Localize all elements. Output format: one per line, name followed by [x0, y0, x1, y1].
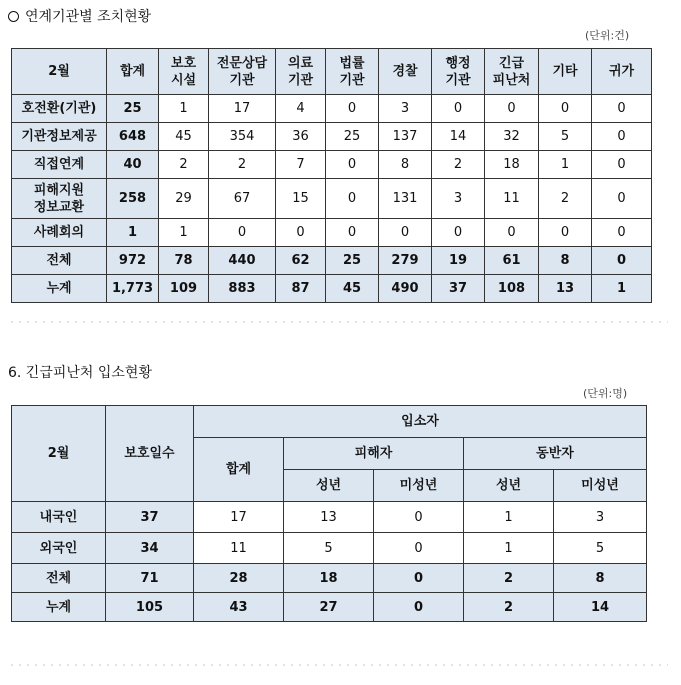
table-cell: 1	[592, 275, 652, 303]
table-cell: 0	[592, 219, 652, 247]
header-col: 의료 기관	[276, 49, 326, 95]
row-days: 71	[106, 564, 194, 593]
table-cell: 8	[539, 247, 592, 275]
dotted-divider	[8, 321, 668, 323]
table-cell: 108	[485, 275, 539, 303]
row-label: 누계	[12, 593, 106, 622]
table-cell: 37	[432, 275, 485, 303]
table-cell: 27	[284, 593, 374, 622]
summary-row	[12, 247, 652, 275]
table-row	[12, 179, 652, 219]
row-total: 1	[107, 219, 159, 247]
table-cell: 2	[209, 151, 276, 179]
row-label: 사례회의	[12, 219, 107, 247]
table-cell: 0	[374, 533, 464, 564]
table-row	[12, 219, 652, 247]
table-cell: 3	[432, 179, 485, 219]
header-month: 2월	[12, 406, 106, 502]
table-cell: 0	[326, 179, 379, 219]
header-col: 보호 시설	[159, 49, 209, 95]
table-cell: 5	[539, 123, 592, 151]
row-total: 258	[107, 179, 159, 219]
table-cell: 0	[592, 95, 652, 123]
table-cell: 45	[159, 123, 209, 151]
table-cell: 131	[379, 179, 432, 219]
table-cell: 14	[554, 593, 647, 622]
table-cell: 0	[379, 219, 432, 247]
header-col: 행정 기관	[432, 49, 485, 95]
circle-bullet-icon	[8, 11, 19, 22]
header-col: 긴급 피난처	[485, 49, 539, 95]
table-cell: 0	[374, 593, 464, 622]
table-row	[12, 533, 647, 564]
section1-unit: (단위:건)	[585, 29, 630, 42]
table-cell: 0	[326, 95, 379, 123]
table-cell: 0	[539, 219, 592, 247]
shelter-table	[11, 405, 647, 622]
table-cell: 14	[432, 123, 485, 151]
table-cell: 67	[209, 179, 276, 219]
header-col: 전문상담 기관	[209, 49, 276, 95]
table-cell: 17	[209, 95, 276, 123]
table-cell: 36	[276, 123, 326, 151]
table-cell: 0	[592, 179, 652, 219]
row-total: 648	[107, 123, 159, 151]
table-cell: 0	[276, 219, 326, 247]
section2-heading: 6. 긴급피난처 입소현황	[8, 365, 152, 381]
table-cell: 5	[284, 533, 374, 564]
table-cell: 28	[194, 564, 284, 593]
header-entrants: 입소자	[194, 406, 647, 438]
table-cell: 1	[159, 95, 209, 123]
row-days: 37	[106, 502, 194, 533]
summary-row	[12, 593, 647, 622]
table-cell: 11	[485, 179, 539, 219]
row-label: 피해지원 정보교환	[12, 179, 107, 219]
table-row	[12, 502, 647, 533]
row-label: 호전환(기관)	[12, 95, 107, 123]
row-total: 25	[107, 95, 159, 123]
table-cell: 0	[374, 502, 464, 533]
table-cell: 8	[379, 151, 432, 179]
row-label: 전체	[12, 247, 107, 275]
row-days: 105	[106, 593, 194, 622]
section2-unit: (단위:명)	[583, 387, 628, 400]
table-cell: 29	[159, 179, 209, 219]
table-cell: 3	[554, 502, 647, 533]
shelter-header-row-1	[12, 406, 647, 438]
table-cell: 25	[326, 247, 379, 275]
dotted-divider	[8, 664, 668, 666]
header-companion-minor: 미성년	[554, 470, 647, 502]
table-cell: 0	[485, 95, 539, 123]
table-cell: 2	[432, 151, 485, 179]
table-cell: 490	[379, 275, 432, 303]
table-cell: 25	[326, 123, 379, 151]
table-cell: 19	[432, 247, 485, 275]
table-cell: 0	[326, 151, 379, 179]
table-cell: 883	[209, 275, 276, 303]
table-cell: 0	[592, 247, 652, 275]
section1-title: 연계기관별 조치현황	[25, 9, 152, 25]
header-month: 2월	[12, 49, 107, 95]
row-total: 972	[107, 247, 159, 275]
table-cell: 0	[592, 123, 652, 151]
table-cell: 2	[464, 593, 554, 622]
table-cell: 440	[209, 247, 276, 275]
table-cell: 8	[554, 564, 647, 593]
row-label: 직접연계	[12, 151, 107, 179]
table-row	[12, 123, 652, 151]
header-victim: 피해자	[284, 438, 464, 470]
row-total: 40	[107, 151, 159, 179]
table-cell: 11	[194, 533, 284, 564]
header-col: 법률 기관	[326, 49, 379, 95]
table-row	[12, 95, 652, 123]
table-cell: 2	[159, 151, 209, 179]
table-cell: 0	[592, 151, 652, 179]
table-cell: 13	[284, 502, 374, 533]
table-cell: 13	[539, 275, 592, 303]
row-total: 1,773	[107, 275, 159, 303]
header-days: 보호일수	[106, 406, 194, 502]
table-cell: 45	[326, 275, 379, 303]
row-label: 전체	[12, 564, 106, 593]
table-cell: 87	[276, 275, 326, 303]
row-label: 기관정보제공	[12, 123, 107, 151]
table-cell: 0	[374, 564, 464, 593]
header-victim-minor: 미성년	[374, 470, 464, 502]
row-days: 34	[106, 533, 194, 564]
table-cell: 0	[539, 95, 592, 123]
referral-header-row	[12, 49, 652, 95]
table-cell: 1	[464, 502, 554, 533]
header-companion-adult: 성년	[464, 470, 554, 502]
table-cell: 7	[276, 151, 326, 179]
table-cell: 61	[485, 247, 539, 275]
summary-row	[12, 564, 647, 593]
table-cell: 1	[464, 533, 554, 564]
header-companion: 동반자	[464, 438, 647, 470]
header-col: 경찰	[379, 49, 432, 95]
table-cell: 18	[485, 151, 539, 179]
header-total: 합계	[107, 49, 159, 95]
table-cell: 1	[539, 151, 592, 179]
table-cell: 0	[209, 219, 276, 247]
table-cell: 109	[159, 275, 209, 303]
row-label: 누계	[12, 275, 107, 303]
table-cell: 4	[276, 95, 326, 123]
table-cell: 354	[209, 123, 276, 151]
summary-row	[12, 275, 652, 303]
table-cell: 17	[194, 502, 284, 533]
header-col: 기타	[539, 49, 592, 95]
table-cell: 0	[326, 219, 379, 247]
row-label: 내국인	[12, 502, 106, 533]
table-cell: 32	[485, 123, 539, 151]
section1-heading	[8, 6, 151, 26]
header-victim-adult: 성년	[284, 470, 374, 502]
row-label: 외국인	[12, 533, 106, 564]
table-cell: 0	[432, 219, 485, 247]
table-cell: 2	[539, 179, 592, 219]
table-cell: 137	[379, 123, 432, 151]
referral-table	[11, 48, 652, 303]
table-cell: 1	[159, 219, 209, 247]
table-cell: 5	[554, 533, 647, 564]
table-cell: 15	[276, 179, 326, 219]
table-cell: 279	[379, 247, 432, 275]
header-total: 합계	[194, 438, 284, 502]
table-row	[12, 151, 652, 179]
table-cell: 0	[432, 95, 485, 123]
table-cell: 18	[284, 564, 374, 593]
table-cell: 0	[485, 219, 539, 247]
table-cell: 43	[194, 593, 284, 622]
header-col: 귀가	[592, 49, 652, 95]
table-cell: 78	[159, 247, 209, 275]
table-cell: 3	[379, 95, 432, 123]
table-cell: 2	[464, 564, 554, 593]
table-cell: 62	[276, 247, 326, 275]
